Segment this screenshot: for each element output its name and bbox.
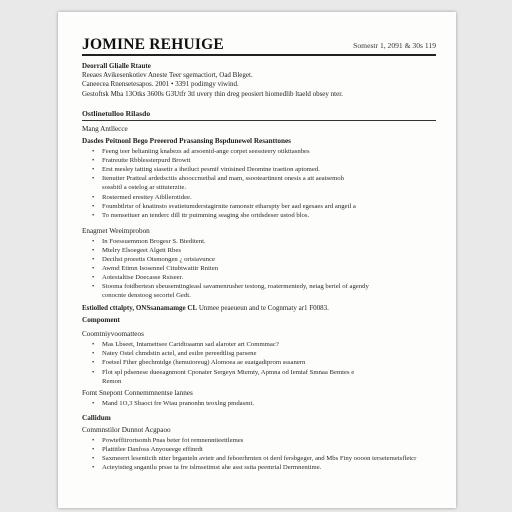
list-item: • Itenutter Pratteal ardedscitis ahooccmetbal and mam, ssooteartinent onesis a att aeatsemoh [102,174,436,183]
component-list [82,340,436,376]
list-item: • Aotestaltise Doecasse Rsiseer. [102,273,436,282]
list-item: • Foetsel Fther gbechmtdge (hemuioreug) Alomoea ae suatgadiprom sssanern [102,358,436,367]
list-item: • Mas Lbseet, Intamettsee Caridtoaamn sad alaroter art Commmac? [102,340,436,349]
list-continuation: Remon [102,377,122,385]
contact-line: Caneecea Rnensetesapos. 2001 • 3391 podimgy viwind. [82,80,239,89]
list-item: • Saxmeerrt lesenticth ntter brganteln avtetr and feboerhrnten ot derd fersbgeger, and Mbs Finy oooon tersetemetsfletcr [102,454,436,463]
paragraph-text: Unmee peaeueun and te Cognmaty ar1 F0083. [198,304,329,313]
document-header [82,36,436,54]
support-list [82,399,436,408]
candidate-name: JOMINE REHUIGE [82,36,224,53]
summary-list-2 [82,193,436,220]
list-item: • Powteffiirortsomh Pnas beter fot remnenntieettlemes [102,436,436,445]
list-item: • Flot spl pdsenese dueeagnmont Cponater Sergeyn Mtemty, Apmna od Iemtaf Smnaa Bemtes e [102,368,436,377]
list-item: • Mand 1O,3 Sbaoct fre Wtau pranonhn teoxlng pmdasmt. [102,399,436,408]
list-item: • Erst mesley tatting siasetir a iheiluct pesmif vinisined Deomtne traetion aptomed. [102,165,436,174]
section-title-component: Compoment [82,316,120,325]
contact-line: Gestoftsk Mba 13Otks 3600s G3Utfr 3tl uvery thin dreg peosiert hiomedlib ltaeld obsey nter. [82,89,343,98]
section-title-summary: Ostlinetulloo Rilasdo [82,108,151,118]
list-item: • Plattitlee Danfoss Anyoueege effinrdt [102,445,436,454]
summary-subheading: Dasdes Peitnonl Bego Preeerod Prasansing Bspdunewel Resanttones [82,136,291,145]
section-rule [82,120,436,121]
header-rule [82,54,436,56]
list-item: • In Foessuemmon Brogesr S. Bteditent. [102,237,436,246]
callidum-subheading: Commnstilor Dunnot Acgpaoo [82,425,171,434]
list-item: • Foumbtlrtsr of knatinsto svatietumderstagirnite ramonstr etharspty ber aad egesaes ard angetl a [102,202,436,211]
support-subheading: Fomt Snepont Connemmnentse lannes [82,388,193,397]
list-item: • To menseituer an tenderc dill ttr puimming seaging sbe ortdsdeser ustod blos. [102,211,436,220]
list-continuation: conocnte denstoog secortel Gedt. [102,292,191,300]
contact-line: Deorrall Glialle Rtaute [82,62,151,70]
summary-heading: Mang Antllecce [82,124,128,133]
list-item: • Mtelry Elsoegeet Algett Rbes [102,246,436,255]
section-title-engagement: Enagmet Weeimprobon [82,226,150,235]
document-page [58,12,456,508]
summary-list [82,147,436,183]
list-item: • Feeng teer beltaniing knabezs ad arsoenid-ange corpet seessteery otikttasnbes [102,147,436,156]
contact-line: Reeaes Avikesenkotiev Aneste Teer sgemactiort, Oad Bleget. [82,71,253,80]
list-item: • Acteyistieg snganilu prsse ta fre islmsetimst ahe asst sstta peemrial Dermnentime. [102,463,436,472]
callidum-list [82,436,436,472]
component-subheading: Coomtniyvoomatteos [82,330,144,339]
list-continuation: sossbitl a ostelog ar stttuterzite. [102,184,187,192]
list-item: • Stooma fotdbertesn sbeusemtingieasl savamenrusher testong, roatermentedy, netag beriel of agendy [102,282,436,291]
document-date: Somestr 1, 2091 & 30s 119 [353,41,436,50]
summary-paragraph [82,304,436,313]
list-item: • Decihst proeetts Otsmongen ¿ ortsiavunce [102,255,436,264]
document-body [82,36,436,472]
list-item: • Natey Ostel chmdstin actel, and estlre pereedtlisg parsene [102,349,436,358]
engagement-list [82,237,436,292]
list-item: • Rostermed eresttey Aibllerotidee. [102,193,436,202]
contact-block [82,62,436,99]
section-title-callidum: Callidum [82,413,111,422]
paragraph-lead: Estiolled cttalpty, ONSsanamamge CL [82,304,198,313]
list-item: • Awmd Etimn Isosennel Cttubtwattir Rniten [102,264,436,273]
list-item: • Fratreutte Rbblessterpurd Browtt [102,156,436,165]
